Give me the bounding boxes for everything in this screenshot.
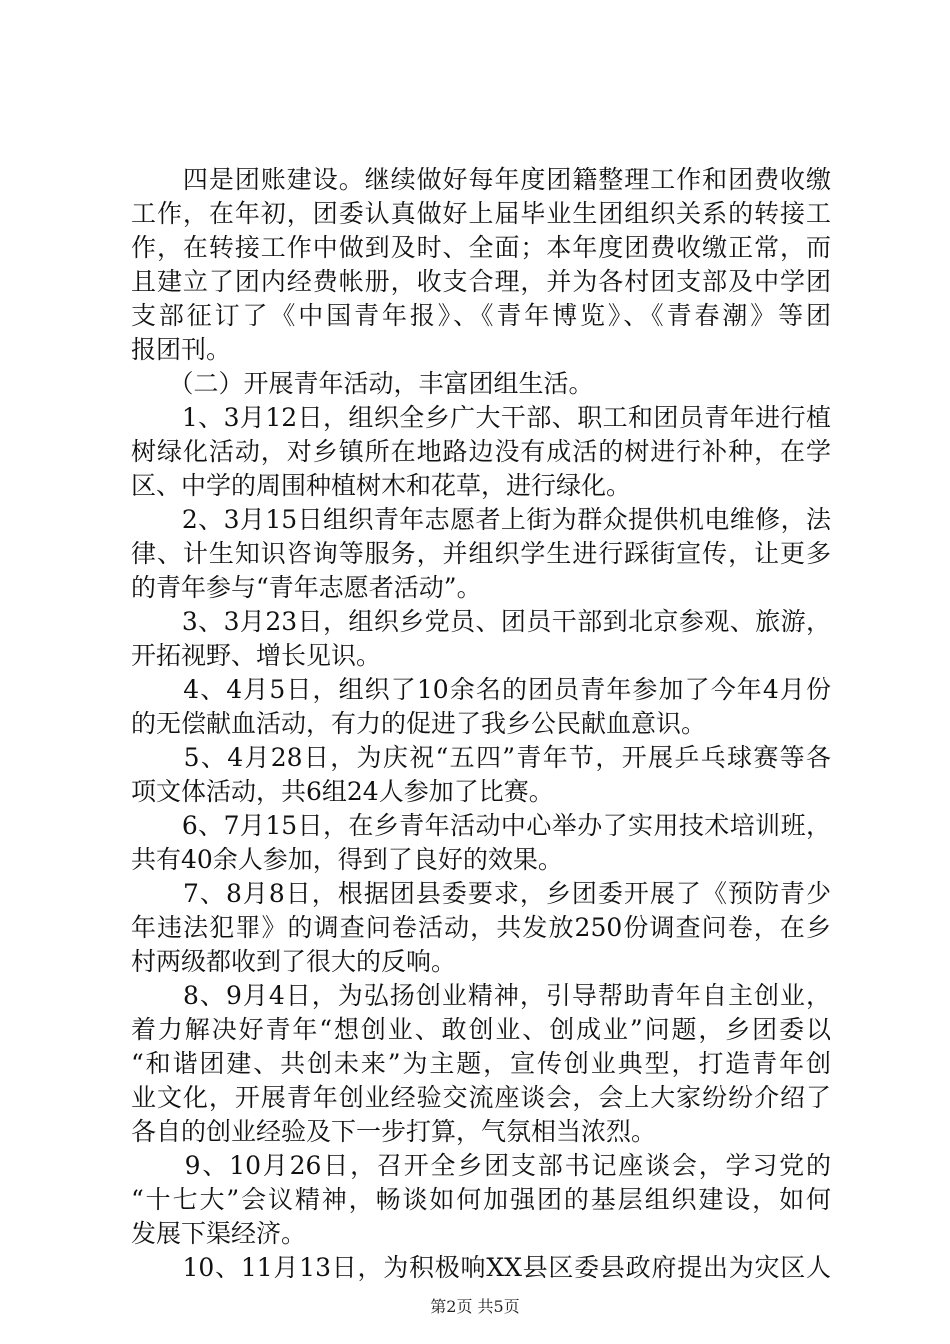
text-line: 业文化，开展青年创业经验交流座谈会，会上大家纷纷介绍了: [131, 1083, 831, 1112]
text-line: 村两级都收到了很大的反响。: [131, 947, 457, 976]
text-line: 工作，在年初，团委认真做好上届毕业生团组织关系的转接工: [131, 199, 831, 228]
text-line: 着力解决好青年“想创业、敢创业、创成业”问题，乡团委以: [131, 1015, 831, 1044]
text-line: 开拓视野、增长见识。: [131, 641, 382, 670]
text-line: 树绿化活动，对乡镇所在地路边没有成活的树进行补种，在学: [131, 437, 831, 466]
text-line: 报团刊。: [131, 335, 232, 364]
text-line: 区、中学的周围种植树木和花草，进行绿化。: [131, 471, 632, 500]
text-line: 4、4月5日，组织了10余名的团员青年参加了今年4月份: [131, 675, 831, 704]
text-line: 8、9月4日，为弘扬创业精神，引导帮助青年自主创业，: [131, 981, 831, 1010]
text-line: “和谐团建、共创未来”为主题，宣传创业典型，打造青年创: [131, 1049, 831, 1078]
page-footer: 第2页 共5页: [430, 1297, 520, 1316]
text-line: 律、计生知识咨询等服务，并组织学生进行踩街宣传，让更多: [131, 539, 831, 568]
text-line: 2、3月15日组织青年志愿者上街为群众提供机电维修，法: [131, 505, 831, 534]
text-line: 7、8月8日，根据团县委要求，乡团委开展了《预防青少: [131, 879, 831, 908]
text-line: 6、7月15日，在乡青年活动中心举办了实用技术培训班，: [131, 811, 831, 840]
text-line: 各自的创业经验及下一步打算，气氛相当浓烈。: [131, 1117, 657, 1146]
text-line: 共有40余人参加，得到了良好的效果。: [131, 845, 563, 874]
text-line: “十七大”会议精神，畅谈如何加强团的基层组织建设，如何: [131, 1185, 831, 1214]
text-line: 的青年参与“青年志愿者活动”。: [131, 573, 482, 602]
text-line: 四是团账建设。继续做好每年度团籍整理工作和团费收缴: [131, 165, 831, 194]
text-line: 的无偿献血活动，有力的促进了我乡公民献血意识。: [131, 709, 707, 738]
text-line: 1、3月12日，组织全乡广大干部、职工和团员青年进行植: [131, 403, 831, 432]
text-line: 项文体活动，共6组24人参加了比赛。: [131, 777, 554, 806]
text-line: 且建立了团内经费帐册，收支合理，并为各村团支部及中学团: [131, 267, 831, 296]
text-line: 9、10月26日，召开全乡团支部书记座谈会，学习党的: [131, 1151, 831, 1180]
section-heading: （二）开展青年活动，丰富团组生活。: [131, 369, 594, 398]
text-line: 3、3月23日，组织乡党员、团员干部到北京参观、旅游，: [131, 607, 831, 636]
text-line: 发展下渠经济。: [131, 1219, 307, 1248]
text-line: 作，在转接工作中做到及时、全面；本年度团费收缴正常，而: [131, 233, 831, 262]
text-line: 10、11月13日，为积极响XX县区委县政府提出为灾区人: [131, 1253, 831, 1282]
text-line: 支部征订了《中国青年报》、《青年博览》、《青春潮》等团: [131, 301, 831, 330]
text-line: 年违法犯罪》的调查问卷活动，共发放250份调查问卷，在乡: [131, 913, 831, 942]
text-line: 5、4月28日，为庆祝“五四”青年节，开展乒乓球赛等各: [131, 743, 831, 772]
